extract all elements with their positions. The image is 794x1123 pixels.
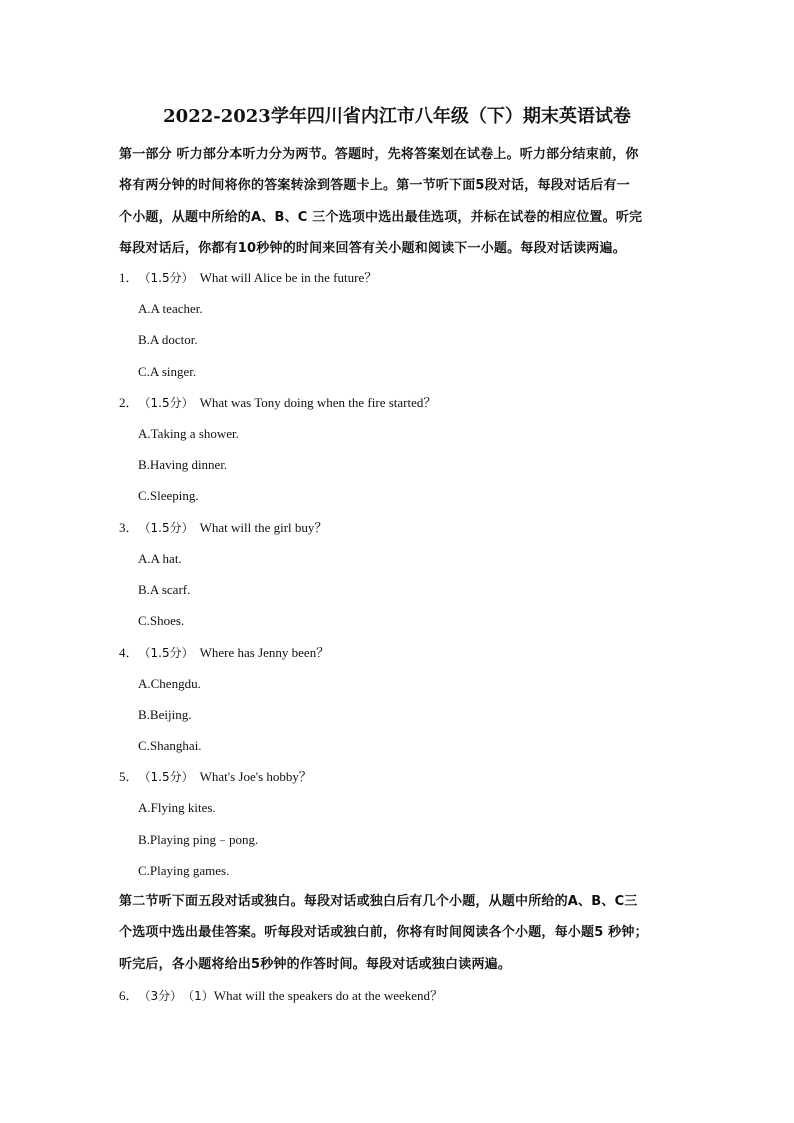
instruction-line: 个选项中选出最佳答案。听每段对话或独白前，你将有时间阅读各个小题，每小题5 秒钟； xyxy=(119,925,648,941)
question-score: （3分） xyxy=(138,989,183,1003)
option-b: B.Having dinner. xyxy=(138,457,228,472)
question-number: 3． xyxy=(119,520,139,535)
question-score: （1.5分） xyxy=(138,770,194,784)
question-number: 2． xyxy=(119,395,139,410)
instruction-line: 每段对话后，你都有10秒钟的时间来回答有关小题和阅读下一小题。每段对话读两遍。 xyxy=(119,240,626,256)
question-stem: What's Joe's hobby？ xyxy=(199,769,312,784)
option-a: A.A teacher. xyxy=(138,301,203,316)
option-a: A.Chengdu. xyxy=(138,676,201,691)
option-c: C.Shanghai. xyxy=(138,738,202,753)
question-stem: What will the speakers do at the weekend？ xyxy=(213,988,444,1003)
question-number: 1． xyxy=(119,270,139,285)
question-3 xyxy=(119,518,327,538)
question-2 xyxy=(119,393,436,413)
option-b: B.A doctor. xyxy=(138,332,198,347)
option-a: A.Flying kites. xyxy=(138,800,216,815)
section2-instructions xyxy=(119,886,679,980)
option-c: C.Shoes. xyxy=(138,613,185,628)
question-number: 5． xyxy=(119,769,139,784)
sub-question-number: （1） xyxy=(182,989,214,1003)
instruction-line: 将有两分钟的时间将你的答案转涂到答题卡上。第一节听下面5段对话，每段对话后有一 xyxy=(119,178,630,194)
instruction-line: 第一部分 听力部分本听力分为两节。答题时，先将答案划在试卷上。听力部分结束前，你 xyxy=(119,147,639,162)
question-score: （1.5分） xyxy=(138,396,194,410)
question-number: 6． xyxy=(119,988,139,1003)
instruction-line: 第二节听下面五段对话或独白。每段对话或独白后有几个小题，从题中所给的A、B、C三 xyxy=(119,894,638,909)
option-b: B.Beijing. xyxy=(138,707,192,722)
question-5 xyxy=(119,767,312,787)
question-score: （1.5分） xyxy=(138,271,194,285)
option-c: C.Sleeping. xyxy=(138,488,199,503)
question-4 xyxy=(119,643,329,663)
section1-instructions xyxy=(119,139,679,264)
option-b: B.A scarf. xyxy=(138,582,191,597)
question-6 xyxy=(119,986,443,1006)
instruction-line: 听完后，各小题将给出5秒钟的作答时间。每段对话或独白读两遍。 xyxy=(119,956,512,972)
option-c: C.A singer. xyxy=(138,364,197,379)
option-c: C.Playing games. xyxy=(138,863,230,878)
option-a: A.A hat. xyxy=(138,551,182,566)
page-title: 2022-2023学年四川省内江市八年级（下）期末英语试卷 xyxy=(163,106,631,127)
question-1 xyxy=(119,268,377,288)
question-score: （1.5分） xyxy=(138,521,194,535)
instruction-line: 个小题，从题中所给的A、B、C 三个选项中选出最佳选项，并标在试卷的相应位置。听完 xyxy=(119,209,643,225)
question-score: （1.5分） xyxy=(138,646,194,660)
question-stem: What will the girl buy？ xyxy=(199,520,328,535)
option-b: B.Playing ping﹣pong. xyxy=(138,832,259,847)
question-stem: What was Tony doing when the fire started？ xyxy=(199,395,437,410)
question-stem: What will Alice be in the future？ xyxy=(199,270,378,285)
question-number: 4． xyxy=(119,645,139,660)
option-a: A.Taking a shower. xyxy=(138,426,239,441)
question-stem: Where has Jenny been？ xyxy=(199,645,330,660)
